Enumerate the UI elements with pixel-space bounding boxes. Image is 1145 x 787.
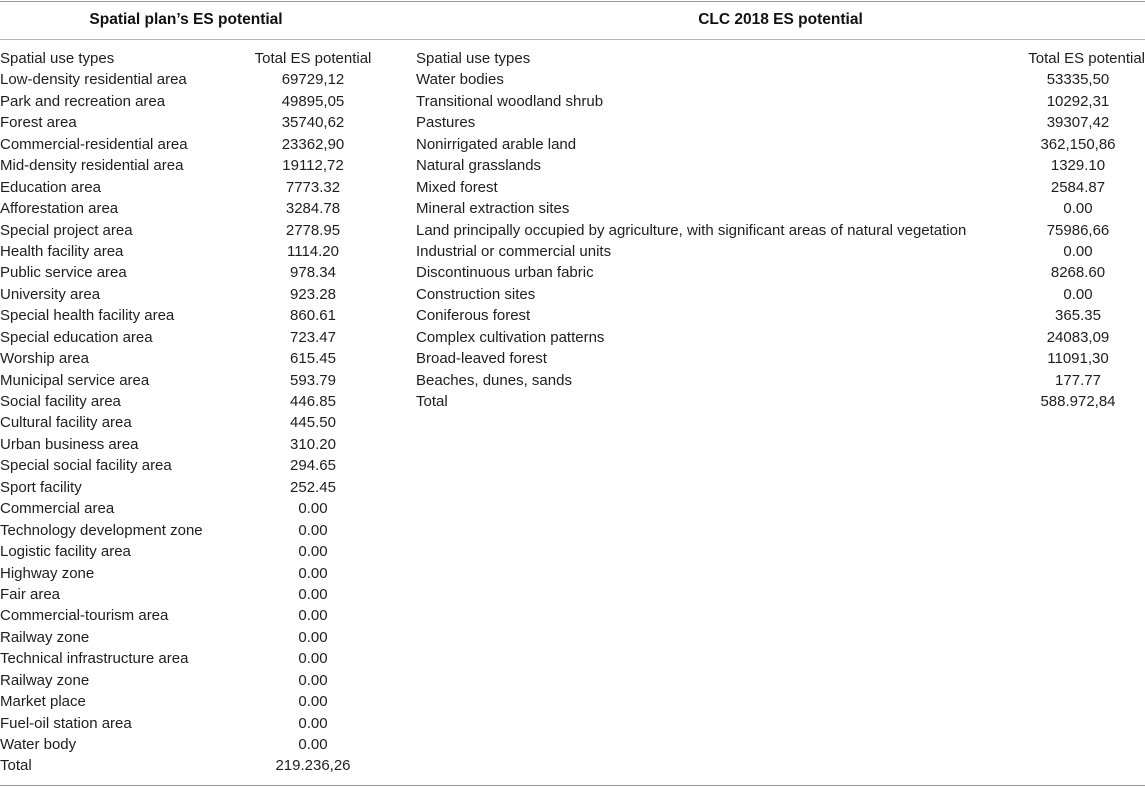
right-row-value: 24083,09 bbox=[1046, 328, 1110, 346]
right-row-value: 8268.60 bbox=[1050, 264, 1106, 282]
right-row-type: Nonirrigated arable land bbox=[416, 135, 577, 153]
left-row-type: Railway zone bbox=[0, 671, 90, 689]
table-top-rule bbox=[0, 1, 1145, 2]
left-row-type: Railway zone bbox=[0, 628, 90, 646]
right-row-type: Pastures bbox=[416, 114, 476, 132]
left-table-title: Spatial plan’s ES potential bbox=[89, 11, 283, 28]
left-table-row bbox=[0, 112, 380, 133]
left-table-row bbox=[0, 262, 380, 283]
left-table-row bbox=[0, 627, 380, 648]
right-table-row bbox=[416, 112, 1145, 133]
left-row-value: 19112,72 bbox=[282, 157, 344, 175]
left-row-type: Social facility area bbox=[0, 393, 121, 410]
right-row-value: 53335,50 bbox=[1046, 71, 1110, 89]
right-table-row bbox=[416, 284, 1145, 305]
left-table-row bbox=[0, 241, 380, 262]
right-table-row bbox=[416, 155, 1145, 176]
left-row-value: 3284.78 bbox=[285, 200, 341, 218]
right-row-type: Land principally occupied by agriculture, with significant areas of natural vegetation bbox=[416, 221, 967, 239]
left-row-value: 219.236,26 bbox=[275, 757, 351, 775]
left-row-value: 1114.20 bbox=[287, 242, 339, 260]
right-row-type: Industrial or commercial units bbox=[416, 242, 612, 260]
left-row-value: 0.00 bbox=[298, 543, 328, 561]
right-row-type: Construction sites bbox=[416, 285, 536, 303]
left-table-row bbox=[0, 177, 380, 198]
left-row-type: Public service area bbox=[0, 264, 127, 282]
left-row-type: Technology development zone bbox=[0, 521, 203, 539]
left-row-type: Water body bbox=[0, 736, 77, 753]
right-table-row bbox=[416, 220, 1145, 241]
right-row-value: 362,150,86 bbox=[1040, 135, 1116, 153]
left-row-value: 0.00 bbox=[298, 500, 328, 518]
left-table-row bbox=[0, 563, 380, 584]
left-row-value: 0.00 bbox=[298, 693, 328, 711]
right-row-value: 75986,66 bbox=[1046, 221, 1110, 239]
right-row-value: 0.00 bbox=[1063, 200, 1093, 218]
left-row-value: 7773.32 bbox=[285, 178, 341, 196]
left-row-type: Worship area bbox=[0, 350, 89, 368]
right-row-value: 2584.87 bbox=[1050, 178, 1106, 196]
table-bottom-rule bbox=[0, 785, 1145, 786]
left-row-type: Total bbox=[0, 757, 32, 775]
left-row-value: 310.20 bbox=[290, 435, 336, 453]
right-table-row bbox=[416, 348, 1145, 369]
left-table-row bbox=[0, 670, 380, 691]
left-table-row bbox=[0, 648, 380, 669]
left-row-value: 0.00 bbox=[298, 671, 328, 689]
left-row-value: 0.00 bbox=[298, 650, 328, 668]
left-row-type: Sport facility bbox=[0, 478, 82, 496]
right-row-type: Mineral extraction sites bbox=[416, 200, 570, 218]
right-table-row bbox=[416, 305, 1145, 326]
right-row-value: 0.00 bbox=[1063, 285, 1093, 303]
left-table-row bbox=[0, 198, 380, 219]
left-table-row bbox=[0, 412, 380, 433]
right-row-type: Water bodies bbox=[416, 71, 504, 89]
left-table-row bbox=[0, 691, 380, 712]
left-row-value: 0.00 bbox=[298, 607, 328, 625]
left-row-value: 978.34 bbox=[290, 264, 336, 282]
right-table-row bbox=[416, 134, 1145, 155]
left-row-value: 615.45 bbox=[290, 350, 336, 368]
right-col-header-value: Total ES potential bbox=[1028, 50, 1145, 67]
right-table-row bbox=[416, 177, 1145, 198]
right-table-row bbox=[416, 91, 1145, 112]
left-row-type: Health facility area bbox=[0, 242, 124, 260]
right-row-value: 365.35 bbox=[1055, 307, 1101, 325]
left-table-row bbox=[0, 327, 380, 348]
left-row-value: 923.28 bbox=[290, 285, 336, 303]
left-row-type: Special education area bbox=[0, 328, 153, 346]
left-table-row bbox=[0, 520, 380, 541]
right-row-value: 177.77 bbox=[1055, 371, 1101, 389]
left-row-value: 0.00 bbox=[298, 521, 328, 539]
left-table-row bbox=[0, 391, 380, 412]
left-row-type: Fair area bbox=[0, 585, 61, 603]
left-table-row bbox=[0, 755, 380, 776]
left-table-row bbox=[0, 734, 380, 755]
left-row-type: Commercial area bbox=[0, 500, 115, 518]
left-row-value: 69729,12 bbox=[281, 71, 345, 89]
right-table-row bbox=[416, 370, 1145, 391]
left-row-value: 0.00 bbox=[298, 736, 328, 753]
left-table-row bbox=[0, 584, 380, 605]
right-row-type: Beaches, dunes, sands bbox=[416, 371, 572, 389]
left-row-type: Mid-density residential area bbox=[0, 157, 184, 175]
left-row-type: Technical infrastructure area bbox=[0, 650, 189, 668]
right-table-header-row bbox=[416, 48, 1145, 69]
right-col-header-type: Spatial use types bbox=[416, 50, 531, 67]
left-row-value: 49895,05 bbox=[281, 92, 345, 110]
right-row-value: 588.972,84 bbox=[1040, 393, 1116, 410]
right-row-type: Transitional woodland shrub bbox=[416, 92, 604, 110]
left-table-row bbox=[0, 713, 380, 734]
left-table-row bbox=[0, 434, 380, 455]
left-row-value: 23362,90 bbox=[281, 135, 345, 153]
left-table-row bbox=[0, 155, 380, 176]
left-row-type: Special project area bbox=[0, 221, 133, 239]
right-row-value: 11091,30 bbox=[1047, 350, 1109, 368]
right-row-type: Broad-leaved forest bbox=[416, 350, 547, 368]
right-table-row bbox=[416, 198, 1145, 219]
left-row-type: Special health facility area bbox=[0, 307, 175, 325]
right-table-row bbox=[416, 262, 1145, 283]
left-col-header-type: Spatial use types bbox=[0, 50, 115, 67]
left-table-row bbox=[0, 455, 380, 476]
right-row-type: Complex cultivation patterns bbox=[416, 328, 605, 346]
left-row-type: Fuel-oil station area bbox=[0, 714, 132, 732]
left-table-row bbox=[0, 498, 380, 519]
left-table-row bbox=[0, 605, 380, 626]
left-row-value: 0.00 bbox=[298, 564, 328, 582]
left-row-type: Market place bbox=[0, 693, 86, 711]
right-row-value: 39307,42 bbox=[1046, 114, 1110, 132]
right-row-type: Coniferous forest bbox=[416, 307, 531, 325]
left-row-value: 294.65 bbox=[290, 457, 336, 475]
left-row-value: 445.50 bbox=[290, 414, 336, 432]
left-row-value: 723.47 bbox=[290, 328, 336, 346]
left-row-value: 35740,62 bbox=[281, 114, 345, 132]
table-header-rule bbox=[0, 39, 1145, 40]
right-table-row bbox=[416, 327, 1145, 348]
left-row-value: 252.45 bbox=[290, 478, 336, 496]
right-row-type: Total bbox=[416, 393, 448, 410]
left-table-row bbox=[0, 348, 380, 369]
left-table-row bbox=[0, 370, 380, 391]
left-row-type: Commercial-residential area bbox=[0, 135, 188, 153]
left-table-row bbox=[0, 284, 380, 305]
right-row-value: 1329.10 bbox=[1050, 157, 1106, 175]
left-row-type: Park and recreation area bbox=[0, 92, 166, 110]
left-table-row bbox=[0, 134, 380, 155]
left-table bbox=[0, 48, 380, 777]
right-table bbox=[416, 48, 1145, 412]
left-row-type: Urban business area bbox=[0, 435, 139, 453]
left-row-type: University area bbox=[0, 285, 101, 303]
left-table-row bbox=[0, 69, 380, 90]
left-table-row bbox=[0, 541, 380, 562]
left-row-type: Low-density residential area bbox=[0, 71, 187, 89]
left-table-row bbox=[0, 305, 380, 326]
left-row-type: Education area bbox=[0, 178, 101, 196]
left-table-body bbox=[0, 69, 380, 776]
right-table-row bbox=[416, 241, 1145, 262]
left-row-type: Municipal service area bbox=[0, 371, 150, 389]
left-row-type: Logistic facility area bbox=[0, 543, 131, 561]
left-row-value: 0.00 bbox=[298, 585, 328, 603]
right-table-row bbox=[416, 69, 1145, 90]
left-row-value: 593.79 bbox=[290, 371, 336, 389]
left-table-row bbox=[0, 477, 380, 498]
left-col-header-value: Total ES potential bbox=[254, 50, 372, 67]
right-row-type: Mixed forest bbox=[416, 178, 498, 196]
left-row-type: Commercial-tourism area bbox=[0, 607, 169, 625]
left-row-type: Special social facility area bbox=[0, 457, 172, 475]
left-row-value: 446.85 bbox=[290, 393, 336, 410]
left-table-header-row bbox=[0, 48, 380, 69]
left-row-type: Forest area bbox=[0, 114, 77, 132]
left-row-type: Highway zone bbox=[0, 564, 95, 582]
right-row-value: 10292,31 bbox=[1046, 92, 1110, 110]
left-table-row bbox=[0, 91, 380, 112]
left-row-value: 0.00 bbox=[298, 714, 328, 732]
right-row-type: Discontinuous urban fabric bbox=[416, 264, 594, 282]
right-table-row bbox=[416, 391, 1145, 412]
left-row-value: 0.00 bbox=[298, 628, 328, 646]
right-row-value: 0.00 bbox=[1063, 242, 1093, 260]
left-row-type: Afforestation area bbox=[0, 200, 119, 218]
right-table-body bbox=[416, 69, 1145, 412]
right-table-title: CLC 2018 ES potential bbox=[698, 11, 863, 28]
left-table-row bbox=[0, 220, 380, 241]
left-row-value: 860.61 bbox=[290, 307, 336, 325]
left-row-value: 2778.95 bbox=[285, 221, 341, 239]
right-row-type: Natural grasslands bbox=[416, 157, 542, 175]
left-row-type: Cultural facility area bbox=[0, 414, 132, 432]
